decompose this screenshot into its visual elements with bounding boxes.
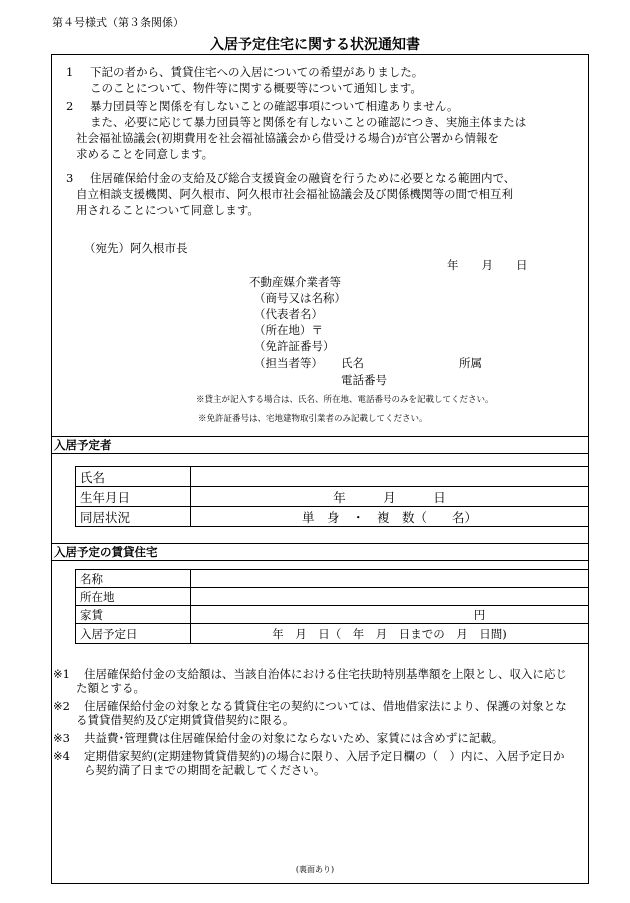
paragraph-line: このことについて、物件等に関する概要等について通知します。 — [90, 81, 422, 95]
agent-phone-label: 電話番号 — [341, 373, 387, 387]
note-line: 住居確保給付金の対象となる賃貸住宅の契約については、借地借家法により、保護の対象とな — [84, 699, 567, 713]
agent-license: （免許証番号） — [254, 339, 335, 353]
note-line: 定期借家契約(定期建物賃貸借契約)の場合に限り、入居予定日欄の（ ）内に、入居予定日か — [84, 749, 565, 763]
paragraph-line: 求めることを同意します。 — [76, 147, 214, 161]
resident-table — [75, 466, 589, 527]
form-code: 第４号様式（第３条関係） — [52, 16, 184, 29]
paragraph-line: 下記の者から、賃貸住宅への入居についての希望がありました。 — [90, 65, 424, 79]
housing-name-label: 名称 — [76, 570, 191, 588]
housing-movein-label: 入居予定日 — [76, 624, 191, 644]
note-line: 住居確保給付金の支給額は、当該自治体における住宅扶助特別基準額を上限とし、収入に応じ — [84, 667, 567, 681]
agent-affiliation-label: 所属 — [459, 356, 482, 370]
housing-address-field[interactable] — [191, 588, 589, 606]
resident-name-label: 氏名 — [76, 467, 191, 487]
table-row — [76, 487, 589, 507]
paragraph-line: 住居確保給付金の支給及び総合支援資金の融資を行うために必要となる範囲内で、 — [90, 171, 516, 185]
note-mark: ※2 — [53, 699, 70, 713]
resident-household-field[interactable]: 単 身 ・ 複 数（ 名） — [191, 507, 589, 527]
note-mark: ※3 — [53, 731, 70, 745]
note-item — [53, 667, 587, 695]
resident-household-label: 同居状況 — [76, 507, 191, 527]
agent-address: （所在地）〒 — [254, 323, 323, 337]
notes-list — [53, 667, 587, 781]
agent-name-label: 氏名 — [341, 356, 364, 370]
paragraph-line: 自立相談支援機関、阿久根市、阿久根市社会福祉協議会及び関係機関等の間で相互利 — [76, 187, 513, 201]
housing-section-header: 入居予定の賃貸住宅 — [51, 543, 589, 561]
paragraph-line: 暴力団員等と関係を有しないことの確認事項について相違ありません。 — [90, 99, 459, 113]
note-line: 共益費･管理費は住居確保給付金の対象にならないため、家賃には含めずに記載。 — [84, 731, 504, 745]
table-row — [76, 467, 589, 487]
resident-birth-field[interactable]: 年 月 日 — [191, 487, 589, 507]
agent-representative: （代表者名） — [254, 307, 323, 321]
agent-note-1: ※貸主が記入する場合は、氏名、所在地、電話番号のみを記載してください。 — [196, 395, 494, 405]
note-item — [53, 731, 587, 745]
note-mark: ※4 — [53, 749, 70, 763]
table-row — [76, 606, 589, 624]
housing-rent-label: 家賃 — [76, 606, 191, 624]
back-page-note: (裏面あり) — [295, 865, 335, 874]
housing-rent-field[interactable]: 円 — [191, 606, 589, 624]
housing-movein-field[interactable]: 年 月 日（ 年 月 日までの 月 日間) — [191, 624, 589, 644]
paragraph-2 — [66, 98, 576, 162]
page-title: 入居予定住宅に関する状況通知書 — [210, 37, 420, 53]
paragraph-number: 3 — [66, 171, 74, 185]
table-row — [76, 588, 589, 606]
resident-birth-label: 生年月日 — [76, 487, 191, 507]
note-line: る賃貸借契約及び定期賃貸借契約に限る。 — [76, 713, 295, 727]
housing-address-label: 所在地 — [76, 588, 191, 606]
paragraph-number: 2 — [66, 99, 74, 113]
agent-contact: （担当者等） — [254, 356, 323, 370]
note-mark: ※1 — [53, 667, 70, 681]
addressee: （宛先）阿久根市長 — [84, 241, 188, 255]
table-row — [76, 570, 589, 588]
paragraph-3 — [66, 170, 576, 218]
agent-note-2: ※免許証番号は、宅地建物取引業者のみ記載してください。 — [198, 414, 428, 424]
agent-heading: 不動産媒介業者等 — [249, 275, 341, 289]
housing-name-field[interactable] — [191, 570, 589, 588]
housing-table — [75, 569, 589, 644]
paragraph-number: 1 — [66, 65, 74, 79]
paragraph-line: また、必要に応じて暴力団員等と関係を有しないことの確認につき、実施主体または — [90, 115, 527, 129]
date-line: 年 月 日 — [447, 258, 528, 272]
paragraph-line: 用されることについて同意します。 — [76, 203, 259, 217]
note-line: た額とする。 — [76, 681, 145, 695]
agent-trade-name: （商号又は名称） — [254, 291, 346, 305]
table-row — [76, 507, 589, 527]
table-row — [76, 624, 589, 644]
note-item — [53, 699, 587, 727]
paragraph-line: 社会福祉協議会(初期費用を社会福祉協議会から借受ける場合)が官公署から情報を — [76, 131, 499, 145]
note-line: ら契約満了日までの期間を記載してください。 — [84, 763, 326, 777]
note-item — [53, 749, 587, 777]
resident-name-field[interactable] — [191, 467, 589, 487]
paragraph-1 — [66, 64, 576, 96]
resident-section-header: 入居予定者 — [51, 436, 589, 454]
